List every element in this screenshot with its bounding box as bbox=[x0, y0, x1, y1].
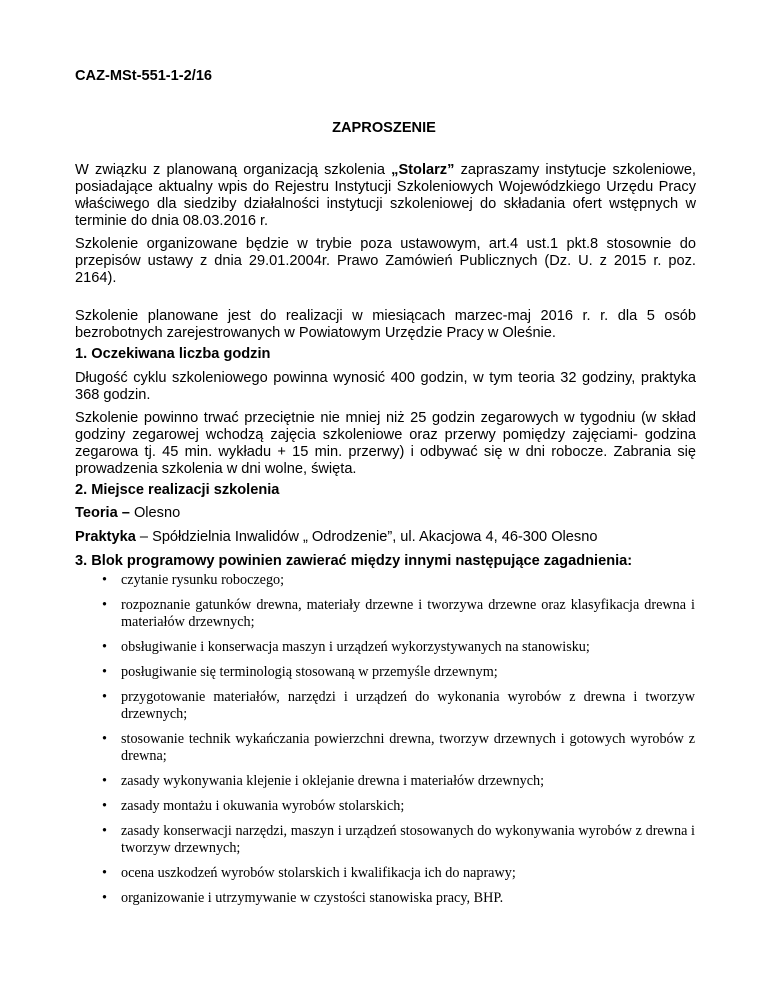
section-heading-location: 2. Miejsce realizacji szkolenia bbox=[75, 482, 280, 498]
practice-label: Praktyka bbox=[75, 529, 136, 545]
list-item-text: zasady wykonywania klejenie i oklejanie drewna i materiałów drzewnych; bbox=[121, 773, 545, 789]
location-practice bbox=[75, 529, 696, 546]
list-item-text: zasady konserwacji narzędzi, maszyn i urządzeń stosowanych do wykonywania wyrobów z drewna i tworzyw drzewnych; bbox=[121, 823, 695, 856]
section-heading-hours: 1. Oczekiwana liczba godzin bbox=[75, 346, 271, 362]
list-item bbox=[93, 890, 695, 907]
bullet-icon: • bbox=[102, 597, 107, 613]
list-item-text: posługiwanie się terminologią stosowaną w przemyśle drzewnym; bbox=[121, 664, 498, 680]
paragraph-weekly-hours: Szkolenie powinno trwać przeciętnie nie mniej niż 25 godzin zegarowych w tygodniu (w skład godziny zegarowej wchodzą zajęcia szkoleniowe oraz przerwy pomiędzy zajęciami- godzina zegarowa tj. 45 min. wykładu + 15 min. przerwy) i odbywać się w dni robocze. Zabrania się prowadzenia szkolenia w dni wolne, święta. bbox=[75, 410, 696, 477]
theory-label: Teoria – bbox=[75, 505, 130, 521]
bullet-icon: • bbox=[102, 572, 107, 588]
bullet-icon: • bbox=[102, 798, 107, 814]
list-item-text: organizowanie i utrzymywanie w czystości stanowiska pracy, BHP. bbox=[121, 890, 504, 906]
paragraph-legal-basis: Szkolenie organizowane będzie w trybie poza ustawowym, art.4 ust.1 pkt.8 stosownie do przepisów ustawy z dnia 29.01.2004r. Prawo Zamówień Publicznych (Dz. U. z 2015 r. poz. 2164). bbox=[75, 236, 696, 286]
paragraph-invitation bbox=[75, 162, 696, 230]
list-item-text: ocena uszkodzeń wyrobów stolarskich i kwalifikacja ich do naprawy; bbox=[121, 865, 516, 881]
program-topic-list bbox=[93, 572, 695, 915]
list-item bbox=[93, 773, 695, 790]
paragraph-schedule: Szkolenie planowane jest do realizacji w miesiącach marzec-maj 2016 r. r. dla 5 osób bezrobotnych zarejestrowanych w Powiatowym Urzędzie Pracy w Oleśnie. bbox=[75, 308, 696, 341]
list-item bbox=[93, 798, 695, 815]
course-name: „Stolarz” bbox=[391, 162, 455, 178]
bullet-icon: • bbox=[102, 689, 107, 705]
list-item-text: zasady montażu i okuwania wyrobów stolarskich; bbox=[121, 798, 405, 814]
bullet-icon: • bbox=[102, 890, 107, 906]
list-item bbox=[93, 823, 695, 857]
bullet-icon: • bbox=[102, 664, 107, 680]
list-item bbox=[93, 689, 695, 723]
list-item bbox=[93, 865, 695, 882]
list-item bbox=[93, 639, 695, 656]
list-item-text: czytanie rysunku roboczego; bbox=[121, 572, 285, 588]
list-item-text: stosowanie technik wykańczania powierzchni drewna, tworzyw drzewnych i gotowych wyrobów z drewna; bbox=[121, 731, 695, 764]
invitation-text-start: W związku z planowaną organizacją szkolenia bbox=[75, 162, 392, 178]
bullet-icon: • bbox=[102, 823, 107, 839]
list-item bbox=[93, 731, 695, 765]
list-item bbox=[93, 572, 695, 589]
invitation-text-end: zapraszamy instytucje szkoleniowe, posiadające aktualny wpis do Rejestru Instytucji Szkoleniowych Wojewódzkiego Urzędu Pracy właściwego dla siedziby działalności instytucji szkoleniowej do składania ofert wstępnych w terminie do dnia 08.03.2016 r. bbox=[75, 162, 696, 229]
practice-value: – Spółdzielnia Inwalidów „ Odrodzenie”, ul. Akacjowa 4, 46-300 Olesno bbox=[135, 529, 598, 545]
bullet-icon: • bbox=[102, 639, 107, 655]
location-theory bbox=[75, 505, 696, 522]
bullet-icon: • bbox=[102, 773, 107, 789]
theory-value: Olesno bbox=[129, 505, 181, 521]
bullet-icon: • bbox=[102, 865, 107, 881]
list-item-text: obsługiwanie i konserwacja maszyn i urządzeń wykorzystywanych na stanowisku; bbox=[121, 639, 590, 655]
list-item-text: rozpoznanie gatunków drewna, materiały drzewne i tworzywa drzewne oraz klasyfikacja drewna i materiałów drzewnych; bbox=[121, 597, 695, 630]
list-item bbox=[93, 664, 695, 681]
section-heading-program: 3. Blok programowy powinien zawierać między innymi następujące zagadnienia: bbox=[75, 553, 633, 569]
paragraph-hours: Długość cyklu szkoleniowego powinna wynosić 400 godzin, w tym teoria 32 godziny, praktyka 368 godzin. bbox=[75, 370, 696, 403]
document-title: ZAPROSZENIE bbox=[332, 120, 436, 136]
list-item bbox=[93, 597, 695, 631]
list-item-text: przygotowanie materiałów, narzędzi i urządzeń do wykonania wyrobów z drewna i tworzyw drzewnych; bbox=[121, 689, 695, 722]
document-reference: CAZ-MSt-551-1-2/16 bbox=[75, 68, 213, 84]
bullet-icon: • bbox=[102, 731, 107, 747]
